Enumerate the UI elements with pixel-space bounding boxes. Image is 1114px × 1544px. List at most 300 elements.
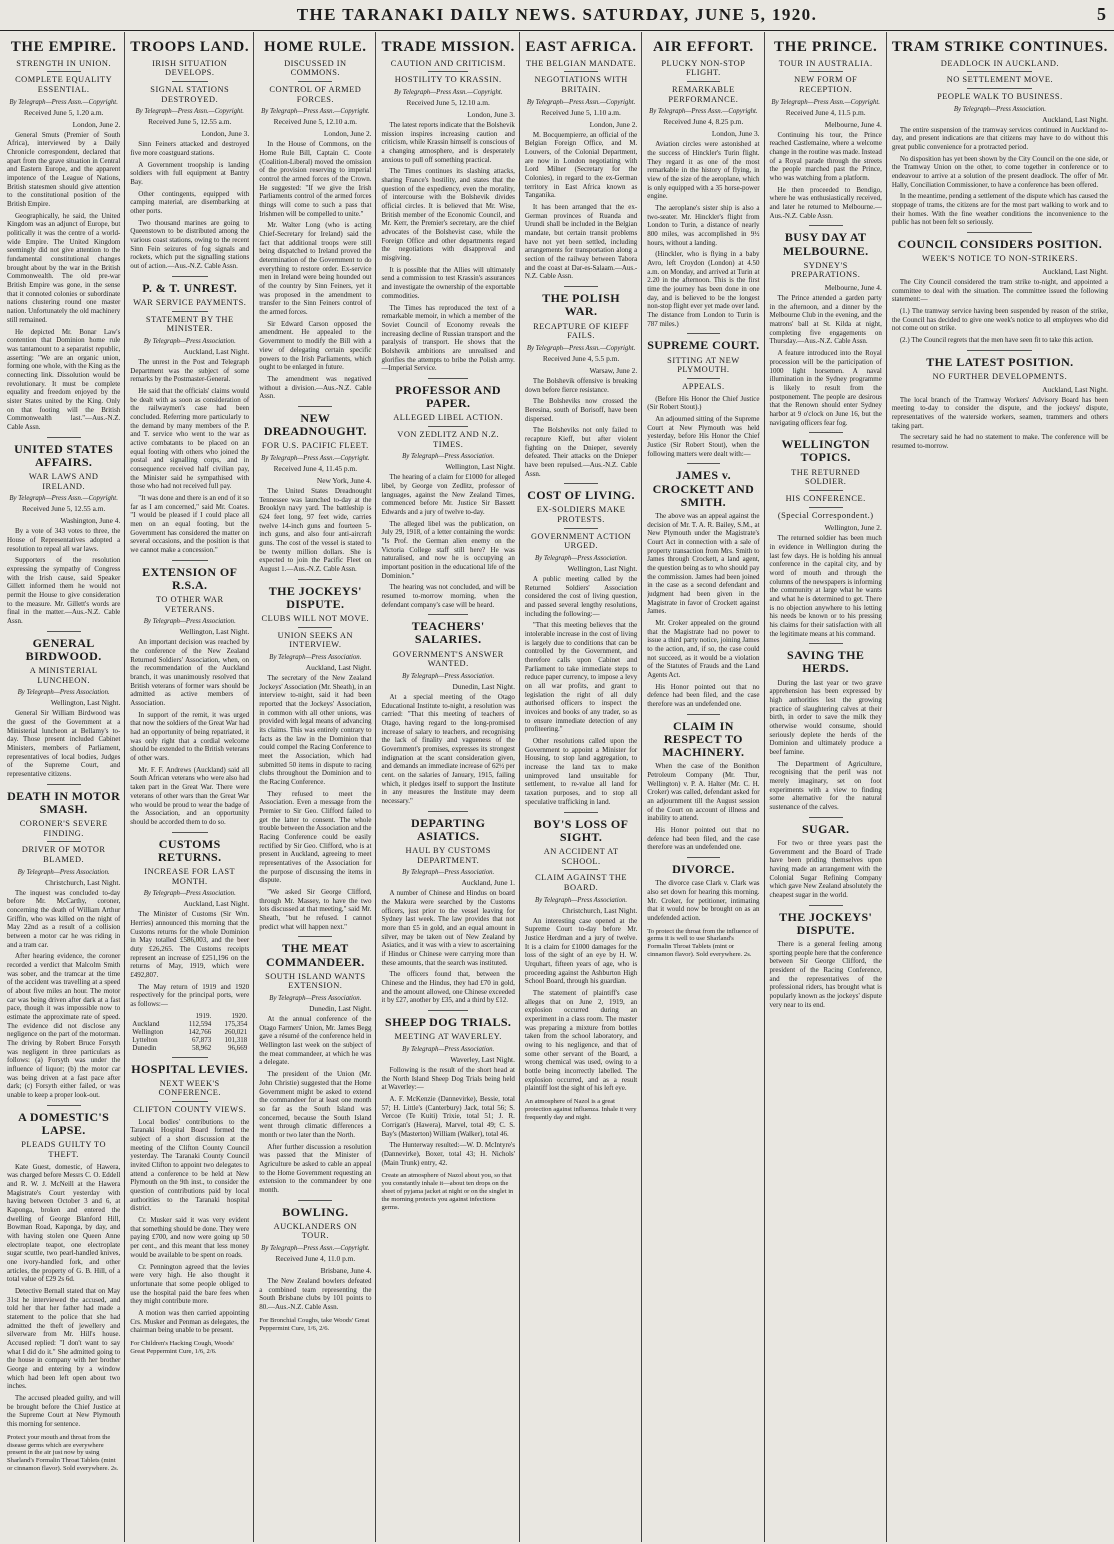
divider — [809, 225, 843, 226]
main-headline: TROOPS LAND. — [130, 39, 250, 55]
paragraph: Two thousand marines are going to Queenstown to be distributed among the various coast stations, owing to the recent Sinn Fein seizures of fog signals and rockets, which put the signalling stations out of action.—Aus.-N.Z. Cable Assn. — [130, 218, 250, 271]
subheading: TOUR IN AUSTRALIA. — [778, 58, 873, 68]
subheading: TO OTHER WAR VETERANS. — [155, 595, 224, 614]
dateline: London, June 2. — [589, 119, 638, 129]
byline: By Telegraph—Press Assn.—Copyright. — [649, 108, 758, 116]
table-cell: 142,766 — [188, 1027, 212, 1036]
paragraph: The hearing was not concluded, and will be resumed to-morrow morning, when the defendant company's case will be heard. — [381, 583, 515, 609]
paragraph: He said that the officials' claims would be dealt with as soon as consideration of the railwaymen's case had been concluded. Referring more particularly to the demand by many members of the P. and T. service who went to the war as active combatants to be placed on an equal footing with others who joined the postal and signalling corps, and in consequence received half civilian pay, the Minister said he sympathised with those who had not received full pay. — [130, 386, 250, 491]
divider — [172, 311, 208, 312]
subheading: A MINISTERIAL LUNCHEON. — [29, 666, 98, 685]
paragraph: The returned soldier has been much in evidence in Wellington during the last few days. He is holding his annual conference in the capital city, and by word of mouth and through the columns of the newspapers is informing the community at large what he wants and what he is determined to get. There is no objection anywhere to his letting his needs be known or to his pressing his claims for their satisfaction with all the legitimate means at his command. — [769, 534, 882, 638]
subheading: COMPLETE EQUALITY ESSENTIAL. — [15, 75, 113, 95]
divider — [809, 71, 843, 72]
subheading: THE RETURNED SOLDIER. — [791, 467, 861, 487]
paragraph: In the meantime, pending a settlement of the dispute which has caused the stoppage of trams, the citizens are for the most part walking to work and to their homes. With the fine weather conditions the inconvenience to the public has not been felt so seriously. — [891, 192, 1108, 227]
paragraph: The Times continues its slashing attacks, sharing France's hostility, and states that the question of the expediency, even the morality, of intercourse with the Bolshevik divides official circles. It is believed that Mr. Wise, British member of the Economic Council, and Mr. Kerr, the Premier's secretary, are the chief advocates of the Bolshevist case, while the Foreign Office and other departments regard the negotiations with disapproval and misgiving. — [381, 167, 515, 263]
divider — [564, 71, 598, 72]
advertisement: Protect your mouth and throat from the disease germs which are everywhere present in the air just now by using Sharland's Formalin Throat Tablets (mint or cinnamon flavor). Sold everywhere. 2s. — [7, 1433, 119, 1473]
article — [892, 232, 1108, 345]
table-row — [130, 1036, 249, 1044]
divider — [809, 490, 843, 491]
table-row — [130, 1028, 249, 1036]
divider — [564, 483, 598, 484]
paragraph: Other contingents, equipped with camping material, are disembarking at other ports. — [130, 189, 250, 216]
dateline: London, June 3. — [467, 110, 515, 120]
divider — [967, 88, 1032, 89]
divider — [47, 1105, 81, 1106]
subheading: REMARKABLE PERFORMANCE. — [668, 85, 739, 104]
advertisement: Create an atmosphere of Nazol about you, so that you constantly inhale it—about ten drops on the sheet of pyjama jacket at night or on the singlet in the morning protects you against infections germs. — [381, 1172, 514, 1211]
paragraph: The aeroplane's sister ship is also a two-seater. Mr. Hinckler's flight from London to Turin, a distance of nearly 800 miles, was accomplished in 9½ hours, without a landing. — [647, 204, 760, 247]
divider — [47, 631, 81, 632]
article — [770, 432, 882, 638]
divider — [564, 869, 598, 870]
byline: By Telegraph—Press Association. — [17, 868, 110, 876]
article — [381, 378, 514, 609]
subheading: SOUTH ISLAND WANTS EXTENSION. — [265, 971, 366, 991]
subheading: GOVERNMENT'S ANSWER WANTED. — [392, 649, 504, 669]
paragraph: The local branch of the Tramway Workers' Advisory Board has been meeting to-day to consider the dispute, and the jockeys' dispute, representatives of the waterside workers, seamen, trammers and others taking part. — [891, 395, 1108, 430]
subheading: THE BELGIAN MANDATE. — [525, 58, 637, 68]
headline: A DOMESTIC'S LAPSE. — [18, 1109, 110, 1138]
divider — [967, 71, 1032, 72]
paragraph: The statement of plaintiff's case alleges that on June 2, 1919, an explosion occurred during an experiment in a class room. The master was preparing a mixture from bottles taken from the school laboratory, and owing to his negligence, and that of some other servant of the Board, a wrong chemical was used, owing to a bottle being incorrectly labelled. The explosion occurred, and as a result plaintiff lost the sight of his left eye. — [524, 988, 638, 1093]
article — [381, 1010, 514, 1167]
headline: GENERAL BIRDWOOD. — [25, 635, 102, 663]
dateline: Dunedin, Last Night. — [309, 1004, 372, 1014]
divider — [172, 81, 208, 82]
subheading: STRENGTH IN UNION. — [16, 58, 112, 68]
paragraph: No disposition has yet been shown by the City Council on the one side, or the Tramway Union on the other, to come together in conference or to endeavour to arrive at a solution of the present deadlock. The offer of Mr. Hally, Conciliation Commissioner, to have a conference has been offered. — [891, 154, 1108, 189]
byline: By Telegraph—Press Association. — [402, 1045, 495, 1053]
subheading: WAR SERVICE PAYMENTS. — [133, 297, 247, 307]
headline: WELLINGTON TOPICS. — [781, 437, 870, 465]
main-headline: TRADE MISSION. — [381, 39, 515, 55]
subheading: FOR U.S. PACIFIC FLEET. — [261, 441, 369, 451]
divider — [172, 1057, 208, 1058]
paragraph: A public meeting called by the Returned Soldiers' Association considered the cost of living question, and passed several lengthy resolutions, including the following:— — [524, 575, 638, 618]
paragraph: The May return of 1919 and 1920 respectively for the principal ports, were as follows:— — [130, 982, 250, 1008]
headline: CUSTOMS RETURNS. — [157, 836, 222, 864]
headline: BOY'S LOSS OF SIGHT. — [533, 816, 629, 844]
received: Received June 5, 12.55 a.m. — [148, 117, 232, 127]
main-headline: TRAM STRIKE CONTINUES. — [891, 39, 1108, 55]
article — [7, 40, 120, 432]
table-cell: 175,354 — [224, 1019, 248, 1028]
subheading: NO FURTHER DEVELOPMENTS. — [932, 371, 1068, 381]
paragraph: The unrest in the Post and Telegraph Department was the subject of some remarks by the Postmaster-General. — [130, 357, 250, 384]
dateline: Wellington, Last Night. — [567, 564, 638, 574]
paragraph: The Bolshevik offensive is breaking down before fierce resistance. — [524, 376, 638, 394]
paragraph: An adjourned sitting of the Supreme Court at New Plymouth was held yesterday, before His Honor the Chief Justice (Sir Robert Stout), when the following matters were dealt with:— — [647, 414, 760, 458]
divider — [172, 276, 208, 277]
subheading: DRIVER OF MOTOR BLAMED. — [21, 845, 106, 865]
byline: By Telegraph—Press Assn.—Copyright. — [771, 98, 880, 106]
dateline: Melbourne, June 4. — [824, 283, 882, 293]
dateline: Auckland, Last Night. — [1042, 384, 1108, 394]
subheading: ALLEGED LIBEL ACTION. — [393, 413, 504, 423]
subheading: NEXT WEEK'S CONFERENCE. — [158, 1078, 221, 1098]
paragraph: Continuing his tour, the Prince reached Castlemaine, where a welcome change in the routine was made. Instead of a Royal parade through the streets the people marched past the Prince, who was watching from a platform. — [769, 130, 882, 183]
paragraph: The divorce case Clark v. Clark was also set down for hearing this morning. Mr. Croker, for petitioner, intimating that it would now be brought on as an undefended action. — [647, 879, 760, 922]
article — [892, 350, 1108, 451]
paragraph: The secretary said he had no statement to make. The conference will be resumed to-morrow. — [891, 433, 1108, 450]
divider — [687, 333, 721, 334]
paragraph: The above was an appeal against the decision of Mr. T. A. R. Bailey, S.M., at New Plymouth under the Magistrate's Court Act in connection with a sale of property transaction from Mrs. Smith to James through Crockett, a land agent, the question being as to who should pay the commission. James had been joined in the case as a second defendant and judgment had been given in the Magistrate in favor of Crockett against James. — [647, 511, 760, 616]
column-7 — [764, 32, 886, 1542]
subheading: HOSTILITY TO KRASSIN. — [394, 75, 502, 85]
headline: EXTENSION OF R.S.A. — [142, 564, 238, 592]
dateline: Brisbane, June 4. — [320, 1266, 372, 1276]
byline: By Telegraph—Press Assn.—Copyright. — [393, 89, 503, 97]
paragraph: The Times has reproduced the text of a remarkable memoir, in which a member of the Soviet Council of Economy reveals the increasing decline of Russian transport and the paralysis of transport. He shows that the Bolshevik ambitions are unrealised and glorifies the attempts to bribe the Polish army.—Imperial Service. — [381, 303, 515, 373]
paragraph: Mr. Croker appealed on the ground that the Magistrate had no power to issue a third party notice, joining James to the action, and, if so, the case could not succeed, as it would be a violation of the Statutes of Frauds and the Land Agents Act. — [647, 618, 760, 679]
subheading: SYDNEY'S PREPARATIONS. — [791, 260, 861, 280]
paragraph: Detective Bernall stated that on May 31st he interviewed the accused, and told her that her father had made a statement to the police that she had admitted the theft of jewellery and silverware from Mr. Hill's house. Accused replied: "I don't want to say what I did do it." She admitted going to the house in company with her brother George and entering by a window which had been left open about two inches. — [7, 1286, 121, 1391]
dateline: Auckland, Last Night. — [183, 899, 250, 909]
received: Received June 5, 1.20 a.m. — [23, 107, 104, 117]
paragraph: The entire suspension of the tramway services continued in Auckland to-day, and present indications are that citizens may have to do without this great public convenience for a protracted period. — [891, 125, 1108, 152]
divider — [428, 1010, 468, 1011]
divider — [809, 643, 843, 644]
paragraph: A Government troopship is landing soldiers with full equipment at Bantry Bay. — [130, 160, 250, 187]
headline: COST OF LIVING. — [527, 488, 635, 503]
byline: By Telegraph—Press Association. — [17, 689, 110, 697]
table-cell: Lyttelton — [132, 1035, 158, 1044]
subheading: CLUBS WILL NOT MOVE. — [261, 613, 370, 623]
paragraph: It is possible that the Allies will ultimately send a commission to test Krassin's assurances and investigate the ownership of the exportable commodities. — [381, 265, 515, 300]
paragraph: Mr. Walter Long (who is acting Chief-Secretary for Ireland) said the fact that additional troops were still being dispatched to Ireland proved the determination of the Government to do everything to restore order. Ex-service men in Ireland were being hounded out of the country by Sinn Feiners, yet it was proposed in the amendment to transfer to the Sinn Feiners control of the armed forces. — [259, 221, 372, 317]
paragraph: For two or three years past the Government and the Board of Trade have been priding themselves upon having made an arrangement with the Colonial Sugar Refining Company which gave New Zealand absolutely the cheapest sugar in the world. — [769, 838, 882, 899]
subheading: INCREASE FOR LAST MONTH. — [144, 866, 236, 886]
paragraph: The United States Dreadnought Tennessee was launched to-day at the Brooklyn navy yard. The battleship is 624 feet long, 97 feet wide, carries twelve 14-inch guns and fourteen 5-inch guns, and also four anti-aircraft guns. The cost of the vessel is stated to be twenty million dollars. She is expected to join the Pacific Fleet on August 1.—Aus.-N.Z. Cable Assn. — [259, 486, 372, 573]
headline: DEPARTING ASIATICS. — [411, 815, 486, 843]
paragraph: He then proceeded to Bendigo, where he was enthusiastically received, and later he returned to Melbourne.—Aus.-N.Z. Cable Assn. — [769, 185, 882, 220]
paragraph: Sinn Feiners attacked and destroyed five more coastguard stations. — [130, 140, 250, 158]
subheading: CLAIM AGAINST THE BOARD. — [535, 873, 628, 892]
paragraph: The latest reports indicate that the Bolshevik mission inspires increasing caution and criticism, while Krassin himself is conscious of a changing atmosphere, and is desperately anxious to pull off something practical. — [381, 121, 515, 164]
paragraph: Supporters of the resolution expressing the sympathy of Congress with the Irish cause, said Speaker Gillett informed them he would not permit the House to give consideration to the measure. Mr. Gillett's words are final in the matter.—Aus.-N.Z. Cable Assn. — [7, 556, 121, 625]
divider — [428, 811, 468, 812]
paragraph: The secretary of the New Zealand Jockeys' Association (Mr. Sheath), in an interview to-night, said it had been reported that the Jockeys' Association, in common with all other unions, was provided with legal means of advancing its claims. This was entirely contrary to facts as the law in the Dominion that could compel the Racing Conference to meet the Association, which had submitted 50 items in dispute to racing clubs throughout the Dominion and to the Racing Conference. — [259, 673, 372, 787]
divider — [298, 627, 332, 628]
table-header: 1920. — [231, 1011, 248, 1020]
paragraph: At a special meeting of the Otago Educational Institute to-night, a resolution was carried: "That this meeting of teachers of Otago, having regard to the long-promised increase of salary to teachers, and recognising the lack of finality and vagueness of the Government's promises, expresses its strongest indignation at the scant consideration given, and demands an immediate increase of 62½ per cent. on the salaries of January, 1915, failing which, it pledges itself to support the Institute in any measures the Institute may deem necessary." — [381, 692, 515, 806]
dateline: Dunedin, Last Night. — [452, 681, 515, 691]
article — [525, 483, 637, 806]
page-number: 5 — [1097, 4, 1106, 24]
paragraph: "It was done and there is an end of it so far as I am concerned," said Mr. Coates. "I would be pleased if I could place all men on an equal footing, but the Government has considered the matter on several occasions, and the position is that we cannot make a concession." — [130, 494, 250, 555]
paragraph: The accused pleaded guilty, and will be brought before the Chief Justice at the Supreme Court at New Plymouth this morning for sentence. — [7, 1393, 121, 1428]
divider — [428, 378, 468, 379]
paragraph: After hearing evidence, the coroner recorded a verdict that Malcolm Smith was sober, and the tramcar at the time of the accident was travelling at a speed of about five miles an hour. The motor car was being driven after dark at a fast pace, though it was impossible now to estimate the approximate rate of speed. The evidence did not disclose any negligence on the part of the motorman. The driving by Robert Bruce Forsyth was negligent in three particulars as follows: (a) Forsyth was under the influence of liquor; (b) the motor car was being driven at a fast pace after dark; (c) Forsyth either failed, or was unable to keep a proper look-out. — [7, 952, 121, 1100]
dateline: Wellington, June 2. — [824, 523, 882, 533]
dateline: Auckland, Last Night. — [305, 662, 372, 672]
divider — [428, 426, 468, 427]
paragraph: After further discussion a resolution was passed that the Minister of Agriculture be asked to cable an appeal to the Home Government requesting an extension to the commandeer by one month. — [259, 1142, 372, 1194]
received: Received June 4, 11.0 p.m. — [275, 1254, 356, 1264]
masthead — [0, 0, 1114, 31]
paragraph: Kate Guest, domestic, of Hawera, was charged before Messrs C. O. Eddell and R. W. J. McNeill at the Hawera Magistrate's Court yesterday with having between October 3 and 6, at Kaponga, broken and entered the dwelling of George Blanford Hill, Bowman Road, Kaponga, by day, and with having stolen one Queen Anne electroplate teapot, one electroplate sugar scuttle, two pearl-handled knives, one ivory-handled fork, and other articles, the property of G. B. Hill, of a total value of £29 2s 6d. — [7, 1162, 121, 1284]
received: Received June 5, 12.10 a.m. — [273, 117, 357, 127]
divider — [298, 936, 332, 937]
received: Received June 4, 11.5 p.m. — [785, 107, 866, 117]
subheading: AN ACCIDENT AT SCHOOL. — [543, 846, 619, 866]
article — [525, 812, 637, 1093]
paragraph: Other resolutions called upon the Government to appoint a Minister for Housing, to stop land aggregation, to increase the land tax to make unimproved land unsuitable for settlement, to re-value all land for taxation purposes, and to stop all speculative trafficking in land. — [524, 737, 638, 806]
paragraph: The Department of Agriculture, recognising that the peril was not merely imaginary, set on foot experiments with a view to finding some alternative for the natural sustenance of the calves. — [769, 759, 882, 812]
divider — [809, 507, 843, 508]
divider — [298, 406, 332, 407]
table-cell: Dunedin — [132, 1043, 157, 1052]
paragraph: The alleged libel was the publication, on July 29, 1918, of a letter containing the words: "Is Prof. the German alien enemy on the Victoria College staff still here? He was naturalised, and now he is occupying an important position in the educational life of the Dominion." — [381, 519, 515, 580]
headline: SUPREME COURT. — [647, 338, 760, 353]
column-4 — [375, 32, 518, 1542]
headline: SUGAR. — [801, 821, 850, 836]
headline: CLAIM IN RESPECT TO MACHINERY. — [662, 718, 745, 760]
headline: NEW DREADNOUGHT. — [263, 410, 367, 439]
paragraph: During the last year or two grave apprehension has been expressed by high authorities lest the growing practice of slaughtering calves at their birth, in order to save the milk they otherwise would consume, should seriously deplete the herds of the Dominion and ultimately produce a beef famine. — [769, 678, 882, 757]
divider — [428, 71, 468, 72]
article — [130, 276, 249, 555]
main-headline: AIR EFFORT. — [652, 39, 754, 55]
paragraph: The Prince attended a garden party in the afternoon, and a dinner by the Melbourne Club in the evening, and the matrons' ball at St. Kilda at night, completing five engagements on Thursday.—Aus.-N.Z. Cable Assn. — [769, 294, 882, 346]
article — [647, 714, 759, 852]
paragraph: Sir Edward Carson opposed the amendment. He appealed to the Government to modify the Bill with a view of delegating certain specific powers to the Irish Parliaments, which ought to be enlarged in future. — [259, 319, 372, 372]
paragraph: (1.) The tramway service having been suspended by reason of the strike, the Council has decided to give one week's notice to all employees who did not come out on strike. — [891, 306, 1108, 333]
table-cell: 112,594 — [188, 1019, 212, 1028]
column-1 — [2, 32, 124, 1542]
received: Received June 5, 12.10 a.m. — [406, 98, 490, 108]
paragraph: The president of the Union (Mr. John Christie) suggested that the Home Government might be asked to extend the commandeer for at least one month so far as the South Island was concerned, because the South Island went through climatic differences a month or two later than the North. — [259, 1070, 372, 1139]
article — [647, 40, 759, 328]
divider — [172, 560, 208, 561]
article — [892, 40, 1108, 227]
byline: By Telegraph—Press Association. — [535, 555, 628, 563]
article — [381, 40, 514, 373]
article — [259, 40, 371, 401]
main-headline: THE EMPIRE. — [10, 39, 117, 55]
paragraph: A number of Chinese and Hindus on board the Makura were searched by the Customs officers, just prior to the vessel leaving for Sydney last week. The law provides that not more than £5 in gold, and an equal amount in silver, may be taken out of New Zealand by Asiatics, and it was with a view to ascertaining if Hindus or Chinese were carrying more than these amounts, that the search was instituted. — [381, 889, 515, 967]
headline: SHEEP DOG TRIALS. — [385, 1015, 512, 1030]
subheading: EX-SOLDIERS MAKE PROTESTS. — [536, 505, 626, 525]
paragraph: Mr. F. F. Andrews (Auckland) said all South African veterans who were also had taken part in the Great War. There were veterans of other wars than the Great War who would be proud to wear the badge of the Association, and an opportunity should be accorded them to do so. — [130, 765, 250, 826]
subheading: DISCUSSED IN COMMONS. — [284, 58, 347, 78]
article — [647, 463, 759, 708]
article — [7, 437, 120, 626]
paragraph: (Before His Honor the Chief Justice (Sir Robert Stout).) — [647, 394, 760, 412]
divider — [809, 905, 843, 906]
column-8 — [886, 32, 1112, 1542]
table-cell: 58,962 — [191, 1043, 212, 1052]
paragraph: (2.) The Council regrets that the men have seen fit to take this action. — [899, 335, 1094, 344]
paragraph: The Hunterway resulted:—W. D. McIntyre's (Dannevirke), Boxer, total 43; H. Nichols' (Main Trunk) entry, 42. — [381, 1141, 515, 1167]
article — [130, 832, 249, 1052]
paragraph: "We asked Sir George Clifford, through Mr. Massey, to have the two lots discussed at that meeting," said Mr. Sheath, "but he refused. I cannot predict what will happen next." — [259, 888, 372, 931]
paragraph: In the House of Commons, on the Home Rule Bill, Captain C. Coote (Coalition-Liberal) moved the omission of the provision reserving to imperial control the armed forces of the Crown. He suggested: "If we give the Irish Parliaments control of the armed forces things will come to such a pass that Irishmen will be compelled to unite." — [259, 140, 372, 218]
headline: THE JOCKEYS' DISPUTE. — [779, 909, 873, 937]
subheading: CAUTION AND CRITICISM. — [390, 58, 506, 68]
article — [381, 811, 514, 1005]
paragraph: The hearing of a claim for £1000 for alleged libel, by George von Zedlitz, professor of languages, against the New Zealand Times, commenced before Mr. Justice Sir Bassett Edwards and a jury of twelve to-day. — [381, 473, 515, 516]
paragraph: By a vote of 343 votes to three, the House of Representatives adopted a resolution to repeal all war laws. — [7, 527, 121, 553]
byline: By Telegraph—Press Association. — [143, 890, 236, 898]
article — [525, 40, 637, 281]
subheading: RECAPTURE OF KIEFF FAILS. — [533, 321, 630, 341]
table-cell: 260,021 — [224, 1027, 248, 1036]
headline: PROFESSOR AND PAPER. — [395, 382, 501, 411]
subheading: CORONER'S SEVERE FINDING. — [19, 819, 108, 838]
subheading: AUCKLANDERS ON TOUR. — [273, 1221, 358, 1241]
subheading: GOVERNMENT ACTION URGED. — [530, 531, 632, 551]
byline: By Telegraph—Press Association. — [535, 896, 628, 904]
byline: By Telegraph—Press Association. — [269, 995, 362, 1003]
byline: By Telegraph—Press Association. — [402, 453, 495, 461]
paragraph: General Smuts (Premier of South Africa), interviewed by a Daily Chronicle correspondent, declared that apart from the grave situation in Central and Eastern Europe, and the apparent impotence of the League of Nations, British statesmen should give attention to the constitutional position of the British Empire. — [7, 130, 121, 209]
table-cell: Wellington — [132, 1027, 164, 1036]
dateline: New York, June 4. — [316, 475, 372, 485]
paragraph: His Honor pointed out that no defence had been filed, and the case therefore was an undefended one. — [647, 825, 760, 852]
table-cell: 96,669 — [227, 1043, 248, 1052]
article — [770, 817, 882, 900]
subheading: CONTROL OF ARMED FORCES. — [269, 85, 362, 104]
dateline: Wellington, Last Night. — [50, 698, 121, 708]
dateline: Wellington, Last Night. — [445, 462, 515, 472]
table-row — [130, 1020, 249, 1028]
article — [770, 643, 882, 811]
received: Received June 4, 11.45 p.m. — [273, 463, 358, 473]
paragraph: (Hinckler, who is flying in a baby Avro, left Croydon (London) at 4.50 a.m. on Monday, and arrived at Turin at 2.20 in the afternoon. This is the first time the journey has been done in one day, and is believed to be the longest non-stop flight ever yet made over land. The distance from London to Turin is 787 miles.) — [647, 250, 760, 328]
advertisement: An atmosphere of Nazol is a great protection against influenza. Inhale it very frequently day and night. — [524, 1097, 637, 1121]
divider — [809, 432, 843, 433]
paragraph: Cr. Pennington agreed that the levies were very high. He also thought it unfortunate that some people obliged to use the hospital paid the bare fees when they might contribute more. — [130, 1262, 250, 1306]
paragraph: He depicted Mr. Bonar Law's contention that Dominion home rule was tantamount to a separatist republic, asserting: "We are an organic union, forming one whole, with the King as the connecting link. Dissolution would be revolutionary. It must be complete equality and freedom enjoyed by the sister States united by the King. Only on that footing will the British Commonwealth last."—Aus.-N.Z. Cable Assn. — [7, 327, 121, 431]
column-2 — [124, 32, 253, 1542]
paragraph: An important decision was reached by the conference of the New Zealand Returned Soldiers' Association, when, on the recommendation of the Auckland branch, it was unanimously resolved that British veterans of former wars should be admitted as active members of Association. — [130, 638, 250, 708]
divider — [967, 350, 1032, 351]
paragraph: General Sir William Birdwood was the guest of the Government at a Ministerial luncheon at Bellamy's to-day. Those present included Cabinet Ministers, members of Parliament, representatives of local bodies, Judges of the Supreme Court, and representative citizens. — [7, 709, 121, 779]
headline: THE LATEST POSITION. — [926, 354, 1074, 369]
headline: THE JOCKEYS' DISPUTE. — [268, 583, 362, 611]
article — [770, 905, 882, 1010]
paragraph: Local bodies' contributions to the Taranaki Hospital Board formed the subject of a short discussion at the meeting of the Clifton County Council yesterday. The Taranaki County Council invited Clifton to appoint two delegates to attend a conference to be held at New Plymouth on the 9th inst., to consider the question of contributions paid by local authorities to the Taranaki hospital district. — [130, 1117, 250, 1213]
divider — [687, 857, 721, 858]
paragraph: There is a general feeling among sporting people here that the conference between Sir George Clifford, the president of the Racing Conference, and the representatives of the professional riders, has brought what is popularly known as the jockeys' dispute very near to its end. — [769, 939, 882, 1009]
paragraph: Cr. Musker said it was very evident that something should be done. They were paying £700, and now were going up 50 per cent., and this meant that less money would be available to be spent on roads. — [130, 1216, 250, 1259]
paragraph: His Honor pointed out that no defence had been filed, and the case therefore was an undefended one. — [647, 682, 760, 709]
dateline: Warsaw, June 2. — [589, 365, 638, 375]
byline: By Telegraph—Press Assn.—Copyright. — [261, 454, 370, 462]
article — [259, 1200, 371, 1312]
dateline: Washington, June 4. — [60, 516, 121, 526]
headline: TEACHERS' SALARIES. — [411, 619, 485, 647]
paragraph: An interesting case opened at the Supreme Court to-day before Mr. Justice Herdman and a jury of twelve. It is a claim for £1000 damages for the loss of the sight of an eye by H. W. Urquhart, fifteen years of age, who is proceeding against the Ashburton High School Board, through his guardian. — [524, 916, 638, 986]
byline: By Telegraph—Press Association. — [269, 653, 362, 661]
main-headline: THE PRINCE. — [774, 39, 878, 55]
divider — [564, 812, 598, 813]
divider — [564, 528, 598, 529]
paragraph: Aviation circles were astonished at the success of Hinckler's Turin flight. They regard it as one of the most remarkable in the history of flying, in view of the size of the aeroplane, which is only equipped with a 35 horse-power engine. — [647, 140, 760, 201]
column-5 — [519, 32, 641, 1542]
divider — [298, 81, 332, 82]
customs-table — [130, 1012, 249, 1052]
subheading: WEEK'S NOTICE TO NON-STRIKERS. — [922, 254, 1078, 264]
received: Received June 5, 12.55 a.m. — [21, 504, 106, 514]
dateline: Melbourne, June 4. — [824, 119, 882, 129]
paragraph: The officers found that, between the Chinese and the Hindus, they had £70 in gold, and the amount allowed, one Chinese exceeded it by £27, another by £35, and a third by £12. — [381, 970, 515, 1005]
dateline: Auckland, Last Night. — [183, 346, 250, 356]
news-columns — [2, 32, 1112, 1542]
article — [7, 1105, 120, 1429]
paragraph: A. F. McKenzie (Dannevirke), Bessie, total 57; H. Little's (Canterbury) Jack, total 56; S. Vercoe (Te Kuiti) Trixie, total 51; J. R. Corrigan's (Hawera), Marvel, total 49; C. S. Bay's (Masterton) William (Walker), total 46. — [381, 1095, 515, 1138]
subheading: HIS CONFERENCE. — [785, 493, 866, 503]
headline: SAVING THE HERDS. — [787, 648, 865, 676]
paragraph: The inquest was concluded to-day before Mr. McCarthy, coroner, concerning the death of William Arthur Griffin, who was killed on the night of May 22nd as a result of a collision between a motor car he was riding in and a tram car. — [7, 888, 121, 949]
byline: By Telegraph—Press Assn.—Copyright. — [261, 108, 370, 116]
subheading: NEGOTIATIONS WITH BRITAIN. — [534, 75, 628, 95]
column-6 — [641, 32, 763, 1542]
headline: THE POLISH WAR. — [542, 291, 620, 319]
headline: DEATH IN MOTOR SMASH. — [7, 788, 121, 816]
subheading: NO SETTLEMENT MOVE. — [946, 75, 1054, 85]
dateline: Auckland, Last Night. — [1042, 114, 1108, 124]
paragraph: The amendment was negatived without a division.—Aus.-N.Z. Cable Assn. — [259, 374, 372, 401]
paragraph: At the annual conference of the Otago Farmers' Union, Mr. James Begg gave a résumé of the conference held in Wellington last week on the subject of the meat commandeer, at which he was a delegate. — [259, 1015, 372, 1067]
received: Received June 5, 1.10 a.m. — [541, 107, 621, 117]
subheading: HAUL BY CUSTOMS DEPARTMENT. — [405, 846, 491, 865]
article — [7, 784, 120, 1100]
byline: By Telegraph—Press Association. — [953, 105, 1046, 113]
subheading: SITTING AT NEW PLYMOUTH. — [667, 355, 740, 375]
dateline: Wellington, Last Night. — [179, 627, 250, 637]
divider — [564, 286, 598, 287]
paragraph: When the case of the Bonithon Petroleum Company (Mr. Thur, Wellington) v. P. A. Halter (Mr. C. H. Croker) was called, defendant asked for an adjournment till the August session of the Court on account of illness and inability to attend. — [647, 762, 760, 823]
paragraph: They refused to meet the Association. Even a message from the Premier to Sir Geo. Clifford failed to get the latter to consent. The whole trouble between the Association and the Racing Conference could be easily rectified by Sir Geo. Clifford, who is at present in Auckland, agreeing to meet representatives of the Association for the purpose of discussing the items in dispute. — [259, 789, 372, 885]
divider — [47, 841, 81, 842]
paragraph: Following is the result of the short head at the North Island Sheep Dog Trials being held at Waverley:— — [381, 1065, 515, 1092]
divider — [298, 579, 332, 580]
advertisement: For Children's Hacking Cough, Woods' Great Peppermint Cure, 1/6, 2/6. — [130, 1339, 234, 1355]
divider — [687, 81, 721, 82]
dateline: Christchurch, Last Night. — [562, 905, 638, 915]
divider — [47, 71, 81, 72]
table-row — [130, 1044, 249, 1052]
newspaper-title: THE TARANAKI DAILY NEWS. SATURDAY, JUNE 5, 1920. — [296, 5, 818, 24]
paragraph: A feature introduced into the Royal procession will be the participation of 1000 light horsemen. A naval illumination in the Sydney programme is likely to result from the postponement. The people are desirous that the Renown should enter Sydney harbor at 9 o'clock on June 16, but the navigating officers fear fog. — [769, 349, 882, 427]
byline: By Telegraph—Press Assn.—Copyright. — [261, 1245, 370, 1253]
subheading: PLUCKY NON-STOP FLIGHT. — [661, 58, 746, 78]
headline: HOSPITAL LEVIES. — [131, 1061, 249, 1076]
paragraph: M. Bocquempierre, an official of the Belgian Foreign Office, and M. Louwers, of the Colonial Department, are now in London negotiating with Lord Milner (Secretary for the Colonies), in regard to the ex-German territory in East Africa known as Tanganika. — [524, 130, 638, 200]
dateline: Auckland, June 1. — [461, 878, 515, 888]
table-cell: 67,873 — [191, 1035, 212, 1044]
received: Received June 4, 8.25 p.m. — [663, 117, 744, 127]
table-header — [130, 1012, 177, 1020]
byline: By Telegraph—Press Association. — [402, 869, 495, 877]
headline: DIVORCE. — [672, 861, 735, 876]
headline: COUNCIL CONSIDERS POSITION. — [897, 237, 1103, 252]
article — [7, 631, 120, 779]
paragraph: It has been arranged that the ex-German provinces of Ruanda and Urundi shall be included in the Belgian mandate, but certain transit problems have not yet been settled, including arrangements for transportation along a section of the railway between Tabora and the coast at Dar-es-Salaam.—Aus.-N.Z. Cable Assn. — [524, 203, 638, 281]
paragraph: "That this meeting believes that the intolerable increase in the cost of living is largely due to conditions that can be controlled by the Government, and therefore calls upon Cabinet and Parliament to take immediate steps to reduce paper currency, to impose a levy on all war profits, and grant to legislation the right of all duly authorised officers to inspect the invoices and books of any trader, so as to ensure immediate detection of any profiteering." — [524, 621, 638, 734]
byline: By Telegraph—Press Association. — [143, 618, 236, 626]
table-cell: Auckland — [132, 1019, 160, 1028]
article — [381, 614, 514, 805]
main-headline: HOME RULE. — [263, 39, 367, 55]
subheading: (Special Correspondent.) — [777, 510, 874, 520]
article — [259, 936, 371, 1194]
